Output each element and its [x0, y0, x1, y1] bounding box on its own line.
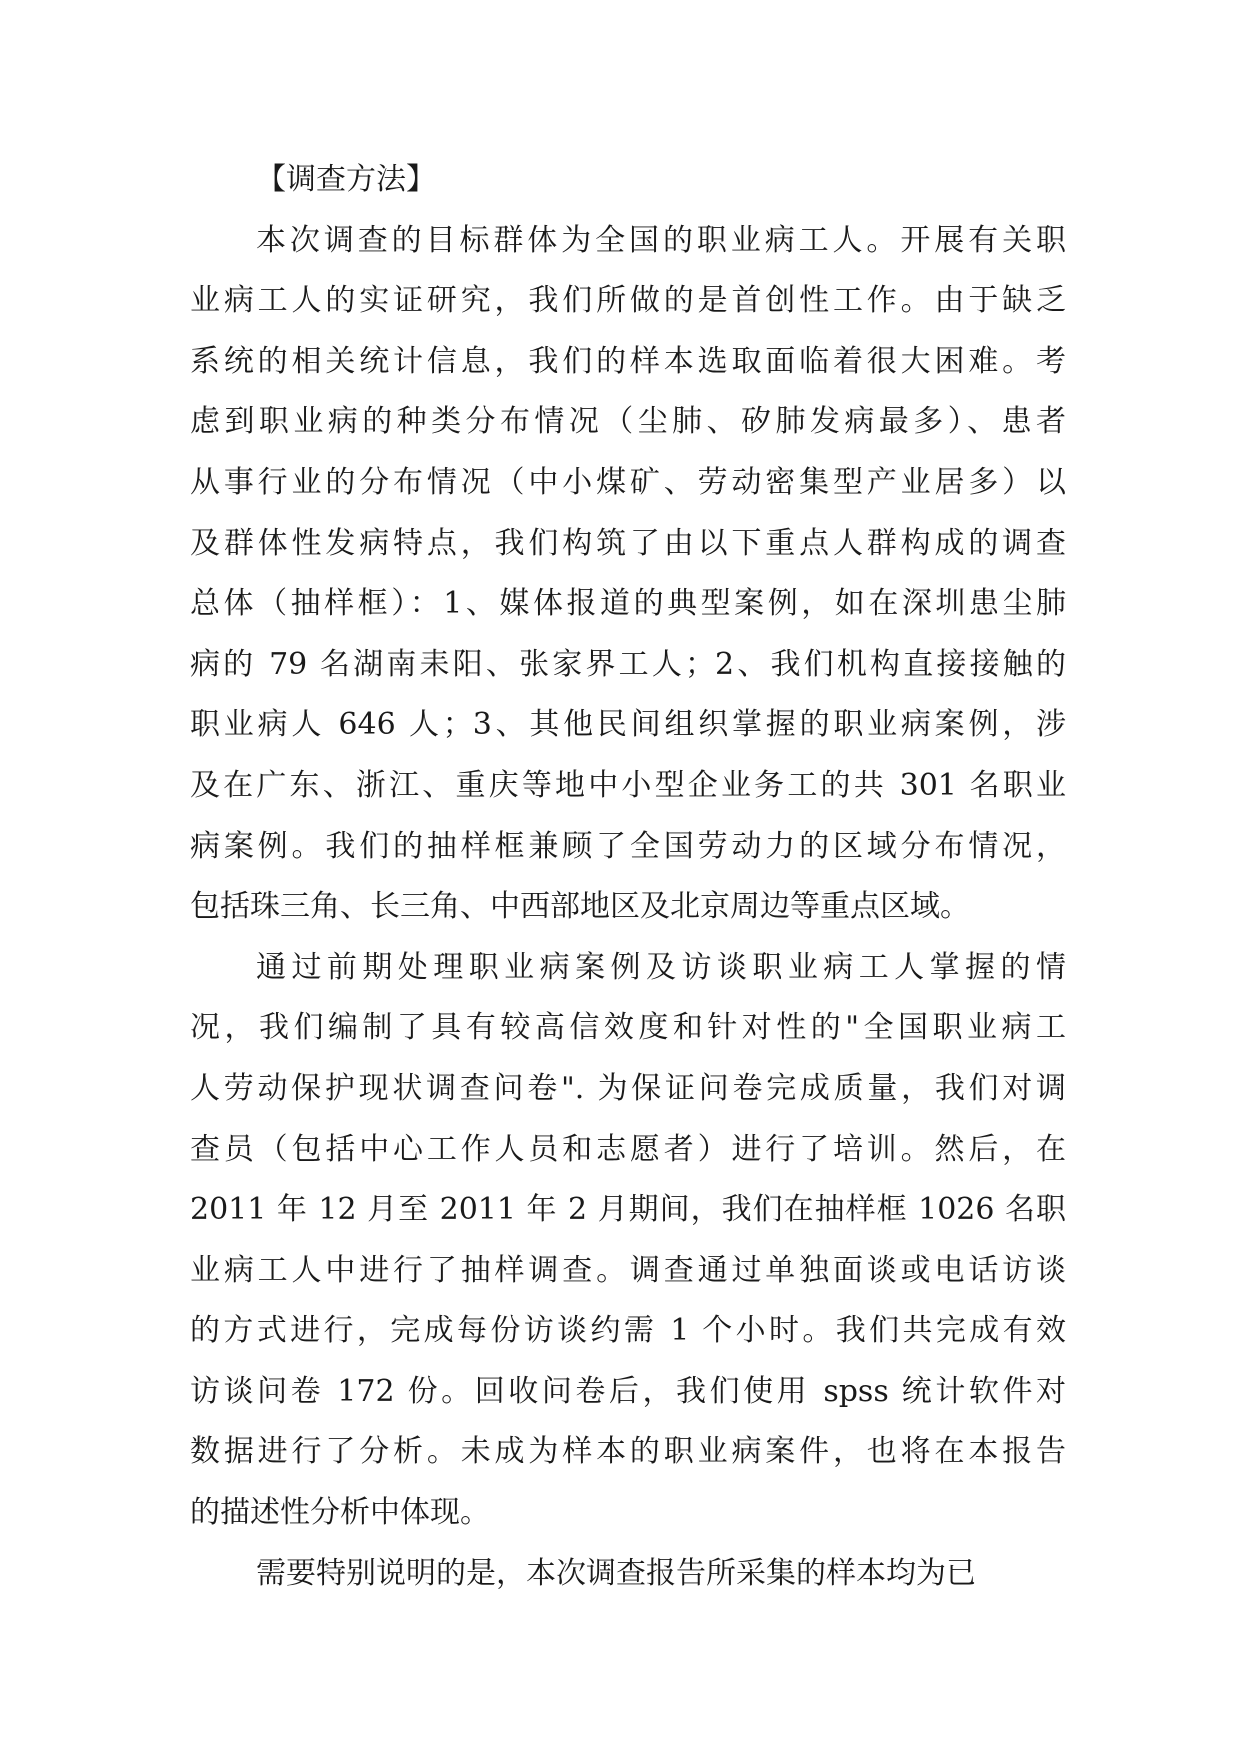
paragraph-line: 人劳动保护现状调查问卷". 为保证问卷完成质量，我们对调 — [190, 1070, 1066, 1106]
paragraph-line: 的方式进行，完成每份访谈约需 1 个小时。我们共完成有效 — [190, 1313, 1066, 1349]
paragraph-line: 本次调查的目标群体为全国的职业病工人。开展有关职 — [256, 222, 1066, 258]
paragraph-line: 及在广东、浙江、重庆等地中小型企业务工的共 301 名职业 — [190, 767, 1066, 803]
paragraph-line: 总体（抽样框）：1、媒体报道的典型案例，如在深圳患尘肺 — [190, 586, 1066, 622]
paragraph-special-note — [190, 1556, 1066, 1617]
paragraph-line: 需要特别说明的是，本次调查报告所采集的样本均为已 — [256, 1555, 976, 1591]
paragraph-line: 系统的相关统计信息，我们的样本选取面临着很大困难。考 — [190, 343, 1066, 379]
paragraph-line: 病案例。我们的抽样框兼顾了全国劳动力的区域分布情况， — [190, 828, 1066, 864]
paragraph-line: 及群体性发病特点，我们构筑了由以下重点人群构成的调查 — [190, 525, 1066, 561]
section-heading: 【调查方法】 — [256, 162, 436, 197]
paragraph-line: 2011 年 12 月至 2011 年 2 月期间，我们在抽样框 1026 名职 — [190, 1192, 1066, 1228]
paragraph-line: 访谈问卷 172 份。回收问卷后，我们使用 spss 统计软件对 — [190, 1373, 1066, 1409]
paragraph-line: 包括珠三角、长三角、中西部地区及北京周边等重点区域。 — [190, 889, 970, 925]
paragraph-line: 职业病人 646 人；3、其他民间组织掌握的职业病案例，涉 — [190, 707, 1066, 743]
document-body — [190, 162, 1066, 1616]
paragraph-survey-process — [190, 950, 1066, 1556]
paragraph-line: 病的 79 名湖南耒阳、张家界工人；2、我们机构直接接触的 — [190, 646, 1066, 682]
paragraph-line: 虑到职业病的种类分布情况（尘肺、矽肺发病最多）、患者 — [190, 404, 1066, 440]
paragraph-line: 通过前期处理职业病案例及访谈职业病工人掌握的情 — [256, 949, 1066, 985]
paragraph-line: 数据进行了分析。未成为样本的职业病案件，也将在本报告 — [190, 1434, 1066, 1470]
paragraph-line: 业病工人的实证研究，我们所做的是首创性工作。由于缺乏 — [190, 283, 1066, 319]
paragraph-line: 从事行业的分布情况（中小煤矿、劳动密集型产业居多）以 — [190, 464, 1066, 500]
paragraph-survey-target — [190, 223, 1066, 950]
paragraph-line: 业病工人中进行了抽样调查。调查通过单独面谈或电话访谈 — [190, 1252, 1066, 1288]
paragraph-line: 的描述性分析中体现。 — [190, 1495, 490, 1531]
paragraph-line: 查员（包括中心工作人员和志愿者）进行了培训。然后，在 — [190, 1131, 1066, 1167]
paragraph-line: 况，我们编制了具有较高信效度和针对性的"全国职业病工 — [190, 1010, 1066, 1046]
